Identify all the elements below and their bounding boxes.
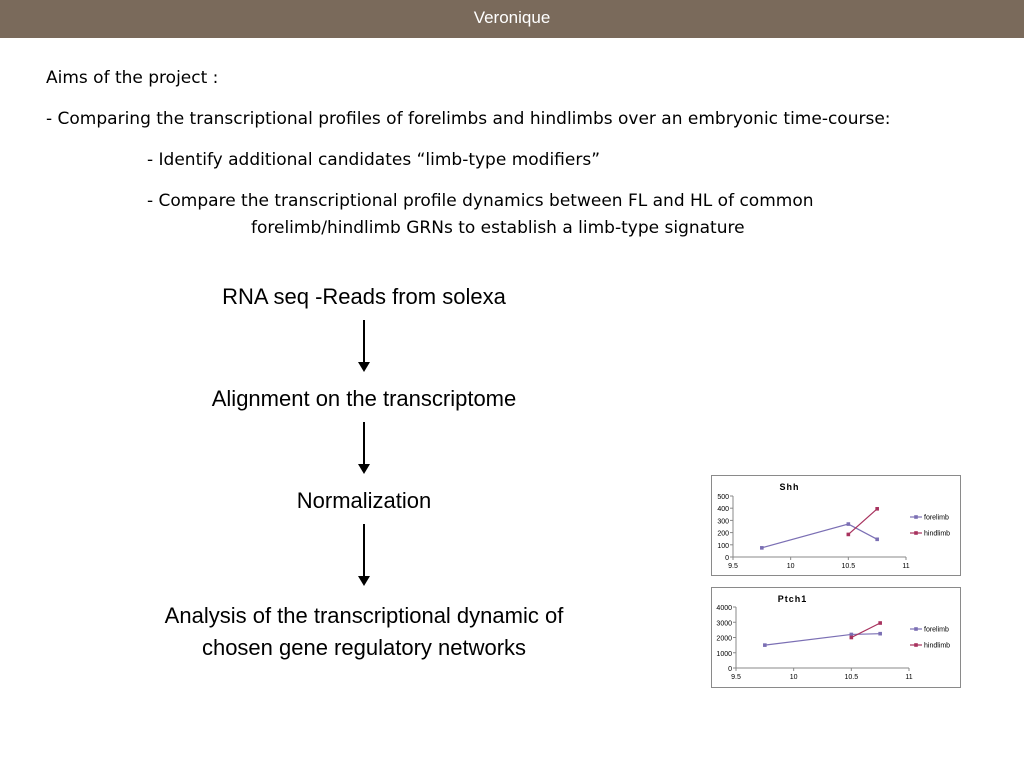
chart-ptch1-point-forelimb	[763, 643, 767, 647]
aims-sub-point-2-line-2: forelimb/hindlimb GRNs to establish a limb-type signature	[251, 218, 745, 238]
chart-shh-point-forelimb	[847, 522, 851, 526]
flow-step-normalization: Normalization	[296, 488, 432, 513]
chart-ptch1-legend-label-forelimb: forelimb	[924, 626, 949, 634]
aims-sub-point-1: - Identify additional candidates “limb-type modifiers”	[147, 150, 601, 170]
chart-shh-point-hindlimb	[847, 533, 851, 537]
chart-ptch1-x-tick-label: 10.5	[844, 674, 859, 681]
chart-ptch1-legend-marker-forelimb	[914, 627, 918, 631]
chart-shh-y-tick-label: 300	[717, 518, 729, 526]
chart-shh-x-tick-label: 9.5	[728, 563, 738, 570]
chart-ptch1-series-line-hindlimb	[851, 623, 880, 637]
chart-shh-legend-marker-forelimb	[914, 515, 918, 519]
flow-arrow-3	[358, 524, 370, 586]
flow-step-analysis-line-2: chosen gene regulatory networks	[201, 635, 527, 660]
chart-shh-point-forelimb	[875, 538, 879, 542]
aims-heading: Aims of the project :	[46, 68, 219, 88]
chart-shh-y-tick-label: 100	[717, 542, 729, 550]
flow-step-alignment: Alignment on the transcriptome	[211, 386, 517, 411]
chart-ptch1-svg	[712, 588, 960, 687]
chart-shh-title: Shh	[779, 482, 800, 492]
aims-main-point: - Comparing the transcriptional profiles of forelimbs and hindlimbs over an embryonic time-course:	[46, 109, 891, 129]
chart-shh-y-tick-label: 200	[717, 530, 729, 538]
chart-shh-legend-label-forelimb: forelimb	[924, 514, 949, 522]
flow-step-analysis-line-1: Analysis of the transcriptional dynamic of	[164, 603, 564, 628]
chart-ptch1-title: Ptch1	[777, 594, 808, 604]
chart-ptch1-y-tick-label: 2000	[716, 635, 732, 643]
chart-ptch1-y-tick-label: 4000	[716, 605, 732, 612]
chart-ptch1-legend-label-hindlimb: hindlimb	[924, 642, 951, 650]
chart-shh-y-tick-label: 400	[717, 506, 729, 514]
chart-ptch1	[711, 587, 961, 688]
chart-shh-y-tick-label: 500	[717, 494, 729, 501]
aims-sub-point-2-line-1: - Compare the transcriptional profile dynamics between FL and HL of common	[147, 191, 814, 211]
chart-shh-x-tick-label: 10	[786, 563, 795, 570]
chart-shh-series-line-hindlimb	[848, 509, 877, 535]
chart-ptch1-y-tick-label: 3000	[716, 620, 732, 628]
chart-ptch1-y-tick-label: 1000	[716, 650, 732, 658]
chart-shh-y-tick-label: 0	[725, 555, 729, 562]
chart-shh	[711, 475, 961, 576]
chart-shh-legend-label-hindlimb: hindlimb	[924, 530, 951, 538]
chart-shh-series-line-forelimb	[762, 524, 877, 548]
chart-ptch1-legend-marker-hindlimb	[914, 643, 918, 647]
chart-shh-legend-marker-hindlimb	[914, 531, 918, 535]
flow-step-rna-seq: RNA seq -Reads from solexa	[222, 284, 506, 309]
flow-step-analysis	[64, 600, 664, 664]
chart-ptch1-x-tick-label: 9.5	[731, 674, 741, 681]
chart-ptch1-point-hindlimb	[850, 636, 854, 640]
chart-shh-x-tick-label: 11	[902, 563, 910, 570]
chart-ptch1-x-tick-label: 11	[905, 674, 913, 681]
chart-shh-svg	[712, 476, 960, 575]
flow-arrow-2	[358, 422, 370, 474]
chart-ptch1-point-forelimb	[878, 632, 882, 636]
chart-ptch1-point-hindlimb	[878, 621, 882, 625]
chart-shh-point-forelimb	[760, 546, 764, 550]
chart-ptch1-y-tick-label: 0	[728, 666, 732, 673]
slide-header	[0, 0, 1024, 38]
chart-ptch1-series-line-forelimb	[765, 634, 880, 645]
chart-ptch1-x-tick-label: 10	[789, 674, 798, 681]
slide-title: Veronique	[473, 8, 551, 27]
chart-shh-point-hindlimb	[875, 507, 879, 511]
flow-arrow-1	[358, 320, 370, 372]
chart-shh-x-tick-label: 10.5	[841, 563, 856, 570]
